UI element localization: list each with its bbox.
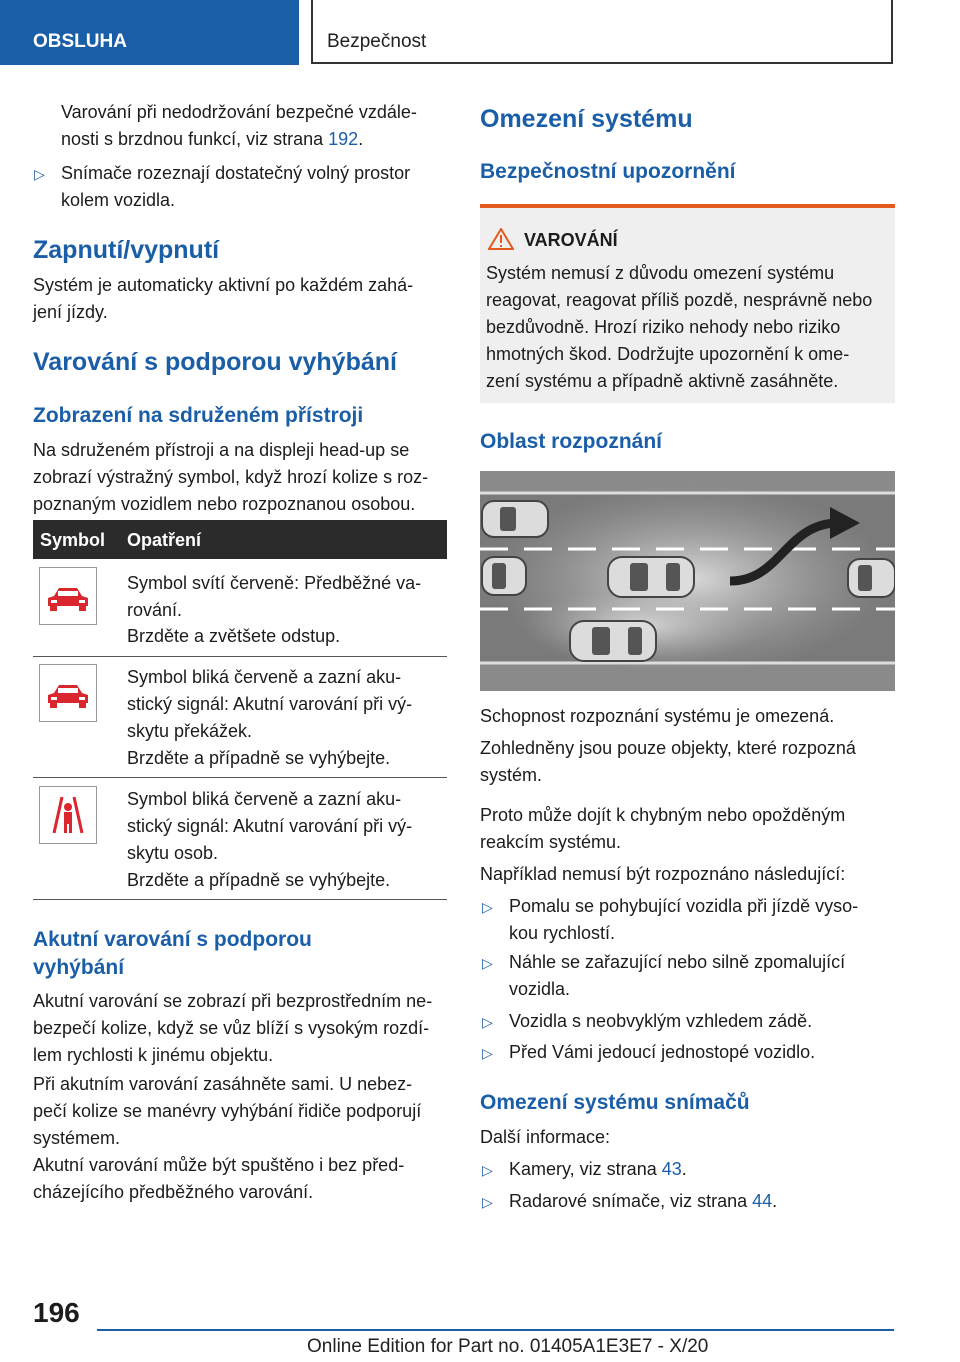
text-line: Systém nemusí z důvodu omezení systému — [486, 263, 835, 283]
display-text — [33, 437, 428, 518]
acute-text-1 — [33, 988, 432, 1069]
edition-text: Online Edition for Part no. 01405A1E3E7 - X/20 — [307, 1336, 709, 1357]
text-period: . — [681, 1159, 687, 1179]
bullet-line: kolem vozidla. — [61, 190, 176, 210]
row-text: Symbol svítí červeně: Předběžné va- — [127, 573, 422, 593]
table-row — [127, 570, 421, 624]
text-line: Proto může dojít k chybným nebo opožděným — [480, 805, 846, 825]
page-link-43[interactable]: 43 — [661, 1159, 682, 1179]
text-line: Radarové snímače, viz strana — [509, 1191, 753, 1211]
row-action: Brzděte a případně se vyhýbejte. — [127, 870, 391, 890]
list-item — [509, 893, 858, 947]
text-line: hmotných škod. Dodržujte upozornění k ome- — [486, 344, 850, 364]
warning-triangle-icon — [488, 228, 514, 255]
heading-system-limits: Omezení systému — [480, 105, 693, 133]
warning-box — [480, 204, 895, 403]
text-line: systémem. — [33, 1128, 121, 1148]
row-text: Symbol bliká červeně a zazní aku- — [127, 667, 402, 687]
text-line: Kamery, viz strana — [509, 1159, 662, 1179]
text-line: jení jízdy. — [33, 302, 108, 322]
bullet-triangle-icon: ▷ — [482, 1162, 493, 1178]
row-action: Brzděte a případně se vyhýbejte. — [127, 748, 391, 768]
row-divider — [33, 656, 447, 657]
row-text: rování. — [127, 600, 183, 620]
acute-text-2 — [33, 1071, 421, 1152]
page-link-192[interactable]: 192 — [328, 129, 359, 149]
row-divider — [33, 899, 447, 900]
row-text: Symbol bliká červeně a zazní aku- — [127, 789, 402, 809]
bullet-triangle-icon: ▷ — [482, 1045, 493, 1061]
section-label: OBSLUHA — [33, 31, 127, 52]
car-warning-red-icon — [39, 664, 97, 722]
section-tab — [0, 0, 299, 65]
intro-text — [61, 99, 417, 153]
car-warning-red-icon — [39, 567, 97, 625]
bullet-triangle-icon: ▷ — [482, 899, 493, 915]
text-line: reagovat, reagovat příliš pozdě, nesprávně nebo — [486, 290, 873, 310]
detection-text-3 — [480, 802, 845, 856]
warning-text — [486, 260, 872, 395]
table-row — [127, 786, 412, 867]
text-line: zobrazí výstražný symbol, když hrozí kolize s roz- — [33, 467, 429, 487]
warning-title: VAROVÁNÍ — [524, 230, 618, 250]
text-line: reakcím systému. — [480, 832, 622, 852]
row-text: skytu překážek. — [127, 721, 253, 741]
heading-line: Akutní varování s podporou — [33, 928, 312, 951]
bullet-sensors — [61, 160, 410, 214]
chapter-label: Bezpečnost — [327, 31, 427, 52]
text-line: kou rychlostí. — [509, 923, 616, 943]
text-line: poznaným vozidlem nebo rozpoznanou osobou. — [33, 494, 416, 514]
text-line: Akutní varování může být spuštěno i bez před- — [33, 1155, 405, 1175]
detection-area-illustration — [480, 471, 895, 691]
text-line: Při akutním varování zasáhněte sami. U nebez- — [33, 1074, 413, 1094]
row-text: skytu osob. — [127, 843, 219, 863]
text-line: cházejícího předběžného varování. — [33, 1182, 314, 1202]
page-link-44[interactable]: 44 — [752, 1191, 773, 1211]
bullet-triangle-icon: ▷ — [34, 166, 45, 182]
pedestrian-warning-red-icon — [39, 786, 97, 844]
list-item — [509, 1188, 777, 1215]
table-row — [127, 664, 412, 745]
intro-line2: nosti s brzdnou funkcí, viz strana — [61, 129, 329, 149]
row-action: Brzděte a zvětšete odstup. — [127, 626, 341, 646]
text-line: pečí kolize se manévry vyhýbání řidiče podporují — [33, 1101, 422, 1121]
row-text: stický signál: Akutní varování při vý- — [127, 816, 413, 836]
heading-acute-warning — [33, 926, 312, 982]
bullet-triangle-icon: ▷ — [482, 1014, 493, 1030]
detection-text-1: Schopnost rozpoznání systému je omezená. — [480, 706, 835, 726]
row-divider — [33, 777, 447, 778]
list-item — [509, 949, 845, 1003]
chapter-tab — [311, 0, 893, 64]
col-action: Opatření — [127, 530, 202, 550]
table-header — [33, 520, 447, 559]
detection-text-4: Například nemusí být rozpoznáno následující: — [480, 864, 846, 884]
heading-detection-area: Oblast rozpoznání — [480, 430, 663, 453]
text-period: . — [772, 1191, 778, 1211]
heading-safety-notes: Bezpečnostní upozornění — [480, 160, 736, 183]
heading-evasion-warning: Varování s podporou vyhýbání — [33, 348, 397, 376]
text-line: lem rychlosti k jinému objektu. — [33, 1045, 274, 1065]
bullet-triangle-icon: ▷ — [482, 955, 493, 971]
text-line: bezpečí kolize, když se vůz blíží s vysokým rozdí- — [33, 1018, 430, 1038]
bullet-triangle-icon: ▷ — [482, 1194, 493, 1210]
heading-line: vyhýbání — [33, 956, 125, 979]
text-line: Akutní varování se zobrazí při bezprostředním ne- — [33, 991, 433, 1011]
detection-text-2 — [480, 735, 856, 789]
text-line: Na sdruženém přístroji a na displeji head-up se — [33, 440, 410, 460]
footer-divider — [97, 1329, 894, 1331]
page-number: 196 — [33, 1297, 80, 1328]
text-line: Systém je automaticky aktivní po každém zahá- — [33, 275, 414, 295]
heading-on-off: Zapnutí/vypnutí — [33, 236, 220, 264]
text-line: systém. — [480, 765, 543, 785]
text-line: zení systému a případně aktivně zasáhněte. — [486, 371, 839, 391]
bullet-line: Snímače rozeznají dostatečný volný prostor — [61, 163, 411, 183]
text-line: Zohledněny jsou pouze objekty, které rozpozná — [480, 738, 856, 758]
list-item: Před Vámi jedoucí jednostopé vozidlo. — [509, 1042, 816, 1062]
acute-text-3 — [33, 1152, 404, 1206]
intro-period: . — [358, 129, 364, 149]
text-line: Pomalu se pohybující vozidla při jízdě vyso- — [509, 896, 859, 916]
list-item — [509, 1156, 687, 1183]
text-line: bezdůvodně. Hrozí riziko nehody nebo riziko — [486, 317, 841, 337]
row-text: stický signál: Akutní varování při vý- — [127, 694, 413, 714]
text-line: Náhle se zařazující nebo silně zpomalující — [509, 952, 846, 972]
heading-instrument-display: Zobrazení na sdruženém přístroji — [33, 404, 364, 427]
more-info-label: Další informace: — [480, 1127, 611, 1147]
heading-sensor-limits: Omezení systému snímačů — [480, 1091, 750, 1114]
col-symbol: Symbol — [40, 530, 106, 550]
intro-line1: Varování při nedodržování bezpečné vzdále- — [61, 102, 417, 122]
list-item: Vozidla s neobvyklým vzhledem zádě. — [509, 1011, 813, 1031]
on-off-text — [33, 272, 413, 326]
text-line: vozidla. — [509, 979, 571, 999]
